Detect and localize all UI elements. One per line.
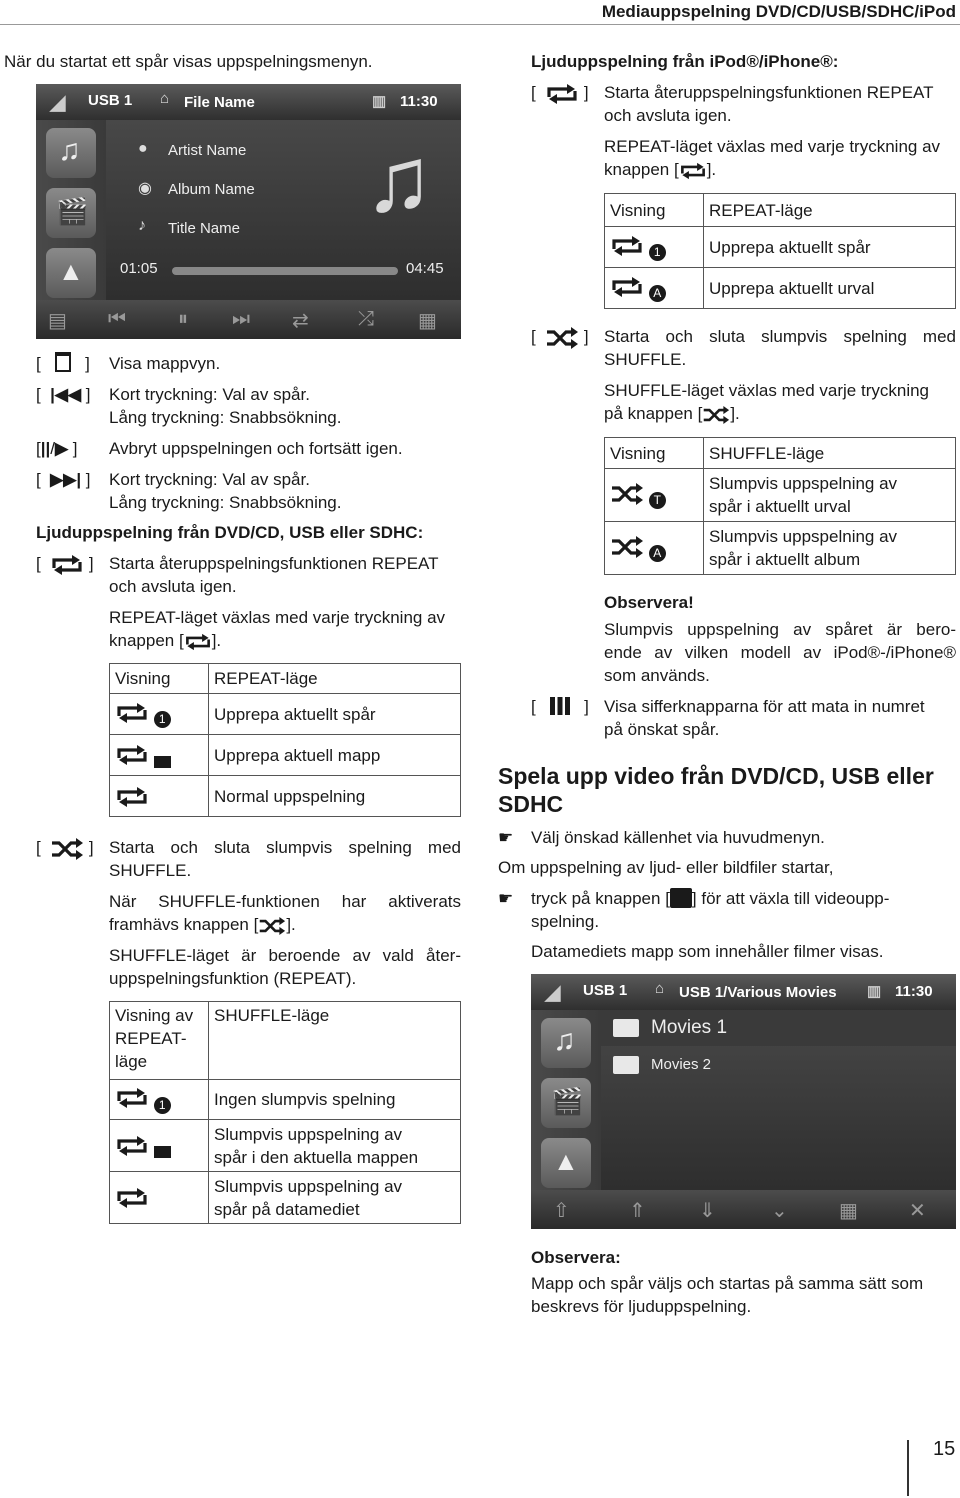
path-label: USB 1/Various Movies	[679, 984, 837, 1001]
prev-icon-ref: [ |◀◀ ]	[36, 385, 91, 404]
repeat-icon	[50, 554, 84, 576]
total-time: 04:45	[406, 260, 444, 277]
source-label: USB 1	[88, 92, 133, 109]
next-text-2: Lång tryckning: Snabbsökning.	[109, 493, 342, 512]
page-up-button[interactable]: ⇑	[629, 1200, 646, 1222]
ipod-repeat-table	[604, 193, 956, 309]
ipod-repeat-switch-1: REPEAT-läget växlas med varje tryckning av	[604, 137, 941, 156]
step-press-video-2: spelning.	[531, 912, 600, 931]
player-controls	[36, 300, 461, 339]
clock-label: 11:30	[895, 983, 933, 1000]
player-content	[106, 120, 461, 300]
repeat-button[interactable]: ⇄	[292, 310, 309, 332]
number-one-icon: 1	[649, 244, 666, 261]
page-number-rule	[907, 1440, 909, 1496]
table-header: Visning	[605, 194, 704, 227]
letter-a-icon: A	[649, 285, 666, 302]
numpad-desc-2: på önskat spår.	[604, 720, 720, 739]
mode-cell: Slumpvis uppspelning av spår i aktuellt album	[704, 522, 956, 575]
equalizer-icon: ▥	[372, 93, 387, 110]
note-title: Observera!	[604, 593, 694, 612]
shuffle-icon	[545, 327, 579, 349]
next-text-1: Kort tryckning: Val av spår.	[109, 470, 310, 489]
shuffle-dependency-2: uppspelningsfunktion (REPEAT).	[109, 969, 357, 988]
numpad-button[interactable]: ▦	[418, 310, 437, 332]
page-down-button[interactable]: ⇓	[699, 1200, 716, 1222]
elapsed-time: 01:05	[120, 260, 158, 277]
repeat-desc-2: och avsluta igen.	[109, 577, 237, 596]
dvd-section-heading: Ljuduppspelning från DVD/CD, USB eller SDHC:	[36, 523, 424, 542]
display-cell	[110, 735, 209, 776]
video-source-icon[interactable]: 🎬	[541, 1078, 591, 1128]
shuffle-icon	[610, 483, 644, 505]
table-header: Visning	[110, 664, 209, 694]
shuffle-desc-1: Starta och sluta slumpvis spelning med	[109, 838, 461, 857]
browser-controls	[531, 1190, 956, 1229]
ipod-shuffle-icon-ref: [ ]	[531, 325, 589, 349]
shuffle-icon	[50, 838, 84, 860]
pause-button[interactable]: ⏸	[178, 308, 188, 330]
pause-play-icon-ref: [||/▶ ]	[36, 439, 78, 458]
page-number: 15	[933, 1438, 956, 1460]
home-icon: ⌂	[160, 90, 170, 107]
shuffle-icon-ref: [ ]	[36, 836, 94, 860]
folder-view-text: Visa mappvyn.	[109, 354, 221, 373]
display-cell	[110, 1172, 209, 1224]
repeat-icon	[115, 1135, 149, 1157]
table-header: SHUFFLE-läge	[209, 1002, 461, 1080]
repeat-icon	[115, 1087, 149, 1109]
display-cell	[110, 1080, 209, 1120]
observe-line-2: beskrevs för ljuduppspelning.	[531, 1297, 752, 1316]
shuffle-icon	[610, 536, 644, 558]
mode-cell: Upprepa aktuellt urval	[704, 268, 956, 309]
step-intro: Om uppspelning av ljud- eller bildfiler startar,	[498, 858, 834, 877]
intro-text: När du startat ett spår visas uppspelningsmenyn.	[4, 52, 373, 71]
observe-title: Observera:	[531, 1248, 621, 1267]
player-title-bar	[36, 84, 461, 120]
repeat-switch-1: REPEAT-läget växlas med varje tryckning av	[109, 608, 446, 627]
shuffle-active-2: framhävs knappen [ ].	[109, 915, 296, 934]
video-heading-2: SDHC	[498, 791, 564, 817]
browser-sidebar	[531, 1010, 601, 1190]
table-header: SHUFFLE-läge	[704, 438, 956, 469]
next-button[interactable]: ⏭	[232, 308, 250, 330]
mode-cell: Upprepa aktuellt spår	[209, 694, 461, 735]
numpad-icon	[550, 697, 570, 715]
repeat-desc-1: Starta återuppspelningsfunktionen REPEAT	[109, 554, 439, 573]
hand-pointer-icon: ☛	[498, 889, 514, 908]
numpad-icon-ref: [ ]	[531, 697, 589, 716]
ipod-repeat-desc-2: och avsluta igen.	[604, 106, 732, 125]
numpad-button[interactable]: ▦	[839, 1200, 858, 1222]
shuffle-mode-table	[109, 1001, 461, 1224]
folder-icon	[613, 1056, 639, 1074]
shuffle-icon	[258, 917, 286, 935]
folder-view-button[interactable]: ▤	[48, 310, 67, 332]
shuffle-dependency-1: SHUFFLE-läget är beroende av vald åter-	[109, 946, 461, 965]
letter-a-icon: A	[649, 545, 666, 562]
app-logo-icon: ◢	[50, 92, 66, 114]
mode-cell: Normal uppspelning	[209, 776, 461, 817]
browser-title-bar	[531, 974, 956, 1010]
numpad-desc-1: Visa sifferknapparna för att mata in numret	[604, 697, 925, 716]
note-line-2: ende av vilken modell av iPod®-/iPhone®	[604, 643, 956, 662]
table-header: REPEAT-läge	[209, 664, 461, 694]
source-label: USB 1	[583, 982, 628, 999]
hand-pointer-icon: ☛	[498, 828, 514, 847]
mode-cell: Ingen slumpvis spelning	[209, 1080, 461, 1120]
pause-play-text: Avbryt uppspelningen och fortsätt igen.	[109, 439, 403, 458]
step-press-video: tryck på knappen [ ] för att växla till videoupp-	[531, 889, 890, 908]
number-one-icon: 1	[154, 711, 171, 728]
display-cell	[110, 1120, 209, 1172]
table-header: Visning av REPEAT- läge	[110, 1002, 209, 1080]
close-button[interactable]: ✕	[909, 1200, 926, 1222]
number-one-icon: 1	[154, 1097, 171, 1114]
folder-name: Movies 2	[651, 1056, 712, 1073]
previous-button[interactable]: ⏮	[108, 308, 126, 330]
repeat-switch-2: knappen [ ].	[109, 631, 222, 650]
repeat-icon	[115, 786, 149, 808]
repeat-icon	[115, 744, 149, 766]
next-icon-ref: [ ▶▶| ]	[36, 470, 91, 489]
mode-cell: Upprepa aktuell mapp	[209, 735, 461, 776]
repeat-icon	[115, 1187, 149, 1209]
ipod-repeat-icon-ref: [ ]	[531, 81, 589, 105]
album-icon: ◉	[138, 180, 152, 197]
shuffle-icon	[702, 406, 730, 424]
step-select-source: Välj önskad källenhet via huvudmenyn.	[531, 828, 825, 847]
music-source-icon[interactable]: ♫	[541, 1018, 591, 1068]
page-header: Mediauppspelning DVD/CD/USB/SDHC/iPod	[601, 2, 956, 21]
album-name: Album Name	[168, 181, 255, 198]
list-item[interactable]	[601, 1010, 956, 1046]
shuffle-button[interactable]: ⤮	[358, 308, 374, 330]
video-heading-1: Spela upp video från DVD/CD, USB eller	[498, 763, 934, 789]
display-cell	[605, 522, 704, 575]
header-rule	[0, 24, 960, 25]
repeat-icon	[610, 235, 644, 257]
clock-label: 11:30	[400, 93, 438, 110]
cover-art-note-icon: ♫	[364, 129, 433, 231]
ipod-repeat-desc-1: Starta återuppspelningsfunktionen REPEAT	[604, 83, 934, 102]
track-name: Title Name	[168, 220, 240, 237]
note-line-3: som används.	[604, 666, 710, 685]
ipod-heading: Ljuduppspelning från iPod®/iPhone®:	[531, 52, 839, 71]
mode-cell: Slumpvis uppspelning av spår i aktuellt urval	[704, 469, 956, 522]
repeat-icon	[115, 702, 149, 724]
clapperboard-icon	[670, 888, 692, 908]
list-icon	[55, 352, 71, 372]
home-icon: ⌂	[655, 980, 665, 997]
step-folder-shown: Datamediets mapp som innehåller filmer visas.	[531, 942, 884, 961]
track-icon: ♪	[138, 217, 146, 234]
note-line-1: Slumpvis uppspelning av spåret är bero-	[604, 620, 956, 639]
repeat-icon	[610, 276, 644, 298]
mode-cell: Upprepa aktuellt spår	[704, 227, 956, 268]
folder-icon	[154, 1146, 171, 1158]
repeat-icon	[184, 633, 212, 651]
shuffle-desc-2: SHUFFLE.	[109, 861, 192, 880]
ipod-shuffle-desc-2: SHUFFLE.	[604, 350, 687, 369]
folder-icon	[154, 756, 171, 768]
display-cell	[605, 469, 704, 522]
video-source-icon[interactable]: 🎬	[46, 188, 96, 238]
repeat-icon	[545, 83, 579, 105]
display-cell	[110, 694, 209, 735]
repeat-mode-table	[109, 663, 461, 817]
prev-text-1: Kort tryckning: Val av spår.	[109, 385, 310, 404]
display-cell	[605, 227, 704, 268]
folder-view-icon-ref: [ ]	[36, 354, 90, 373]
ipod-shuffle-switch-1: SHUFFLE-läget växlas med varje tryckning	[604, 381, 930, 400]
folder-up-button[interactable]: ⇧	[553, 1200, 570, 1222]
mode-cell: Slumpvis uppspelning av spår på datamediet	[209, 1172, 461, 1224]
progress-bar[interactable]	[172, 267, 398, 275]
photo-source-icon[interactable]: ▲	[541, 1138, 591, 1188]
list-item[interactable]	[601, 1048, 956, 1080]
app-logo-icon: ◢	[545, 982, 561, 1004]
ipod-shuffle-switch-2: på knappen [ ].	[604, 404, 740, 423]
equalizer-icon: ▥	[867, 983, 882, 1000]
letter-t-icon: T	[649, 492, 666, 509]
observe-line-1: Mapp och spår väljs och startas på samma sätt som	[531, 1274, 924, 1293]
video-browser-screenshot	[531, 974, 956, 1229]
photo-source-icon[interactable]: ▲	[46, 248, 96, 298]
repeat-icon	[679, 162, 707, 180]
display-cell	[605, 268, 704, 309]
folder-icon	[613, 1019, 639, 1037]
artist-icon: ●	[138, 140, 148, 157]
player-sidebar	[36, 120, 106, 300]
ipod-repeat-switch-2: knappen [ ].	[604, 160, 717, 179]
artist-name: Artist Name	[168, 142, 247, 159]
music-source-icon[interactable]: ♫	[46, 128, 96, 178]
mode-cell: Slumpvis uppspelning av spår i den aktuella mappen	[209, 1120, 461, 1172]
ipod-shuffle-desc-1: Starta och sluta slumpvis spelning med	[604, 327, 956, 346]
display-cell	[110, 776, 209, 817]
file-name-label: File Name	[184, 94, 255, 111]
repeat-icon-ref: [ ]	[36, 552, 94, 576]
table-header: REPEAT-läge	[704, 194, 956, 227]
prev-text-2: Lång tryckning: Snabbsökning.	[109, 408, 342, 427]
folder-name: Movies 1	[651, 1017, 728, 1038]
ipod-shuffle-table	[604, 437, 956, 575]
player-screenshot	[36, 84, 461, 339]
browser-content	[601, 1010, 956, 1190]
shuffle-active-1: När SHUFFLE-funktionen har aktiverats	[109, 892, 461, 911]
table-header: Visning	[605, 438, 704, 469]
scroll-down-button[interactable]: ⌄	[771, 1200, 788, 1222]
